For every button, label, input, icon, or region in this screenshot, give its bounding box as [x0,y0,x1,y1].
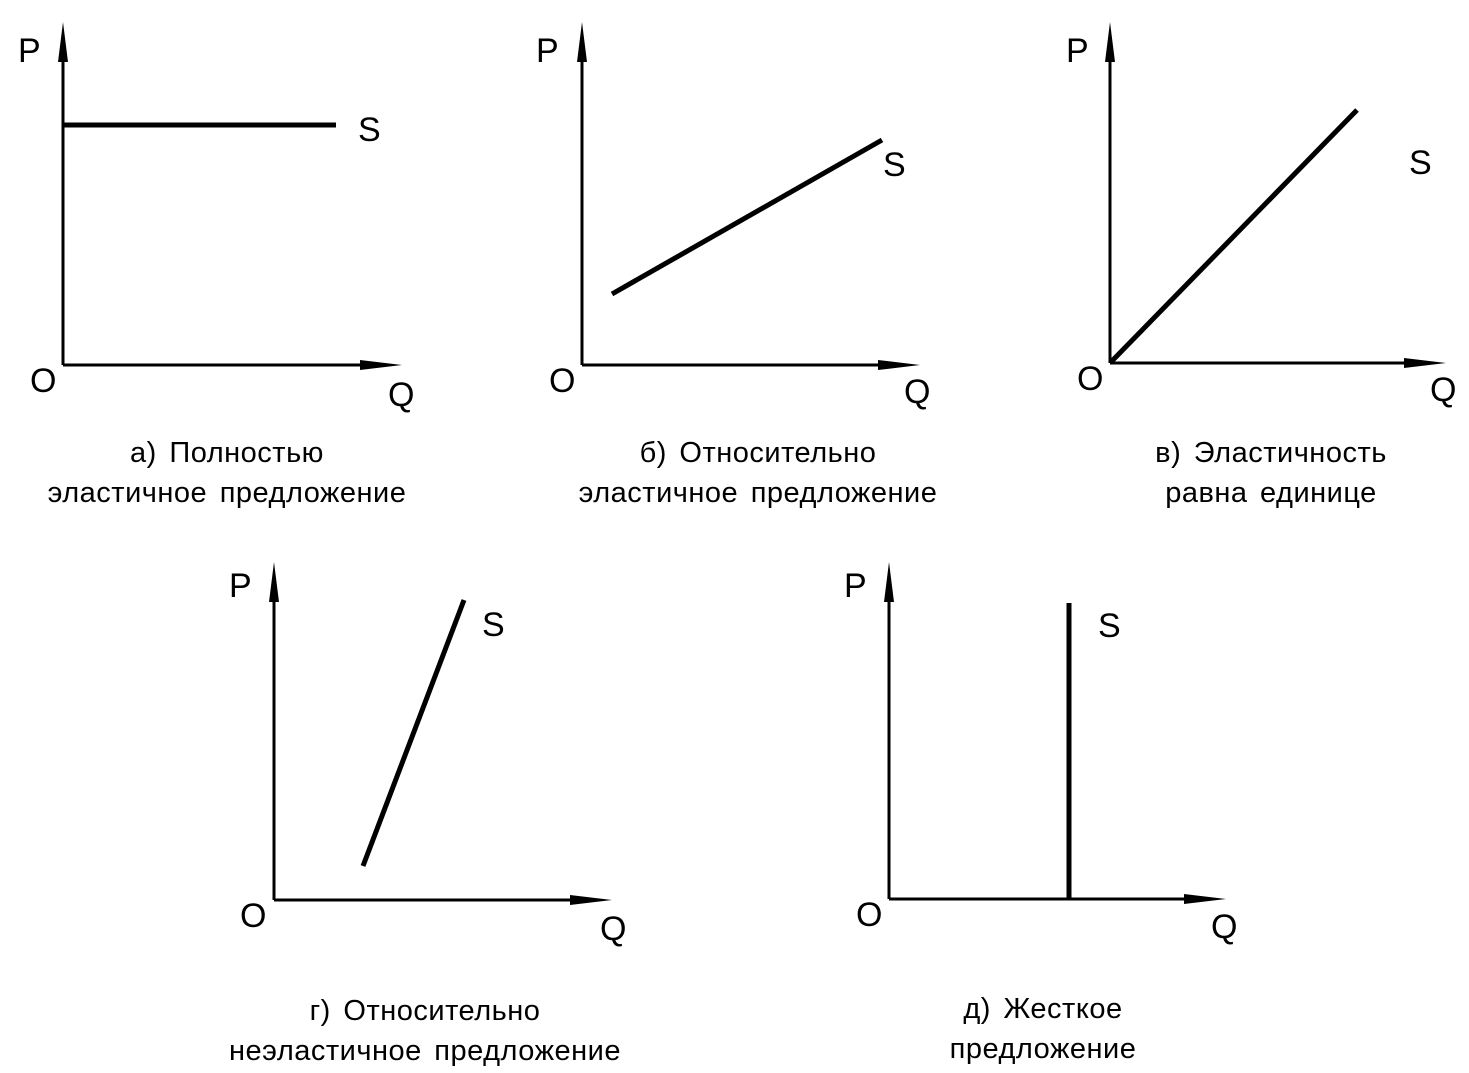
panel-b [536,22,937,509]
q-axis-arrow [1184,894,1226,904]
panel-a [18,22,414,509]
supply-label: S [482,606,505,644]
panel-d [844,562,1237,1065]
panel-caption-line1: г) Относительно [309,995,541,1027]
p-axis-arrow [1105,22,1115,62]
supply-label: S [358,111,381,149]
panel-caption-line2: неэластичное предложение [229,1035,621,1067]
q-axis-arrow [878,360,920,370]
supply-label: S [1409,144,1432,182]
panel-caption-line1: а) Полностью [130,437,324,469]
origin-label: O [30,362,57,400]
panel-caption-line2: предложение [949,1033,1137,1065]
panel-caption-line1: д) Жесткое [963,993,1123,1025]
p-axis-arrow [884,562,894,602]
q-axis-label: Q [600,910,627,948]
supply-curve [612,140,882,294]
p-axis-label: P [536,32,559,70]
q-axis-label: Q [1211,908,1238,946]
panel-v [1066,22,1456,509]
supply-label: S [883,146,906,184]
q-axis-arrow [1404,358,1446,368]
q-axis-arrow [360,360,402,370]
p-axis-arrow [269,562,279,602]
p-axis-label: P [229,567,252,605]
panel-g [229,562,626,1067]
p-axis-label: P [1066,32,1089,70]
q-axis-label: Q [904,373,931,411]
supply-curve [1110,110,1357,363]
p-axis-arrow [58,22,68,62]
origin-label: O [856,896,883,934]
p-axis-label: P [18,32,41,70]
origin-label: O [1077,360,1104,398]
q-axis-label: Q [1430,371,1457,409]
origin-label: O [240,897,267,935]
p-axis-arrow [577,22,587,62]
supply-label: S [1098,607,1121,645]
q-axis-arrow [570,895,612,905]
origin-label: O [549,362,576,400]
panel-caption-line2: равна единице [1165,477,1377,509]
panel-caption-line1: в) Эластичность [1155,437,1387,469]
q-axis-label: Q [388,376,415,414]
panel-caption-line2: эластичное предложение [47,477,407,509]
panel-caption-line1: б) Относительно [639,437,877,469]
panel-caption-line2: эластичное предложение [578,477,938,509]
p-axis-label: P [844,567,867,605]
supply-curve [363,600,464,866]
